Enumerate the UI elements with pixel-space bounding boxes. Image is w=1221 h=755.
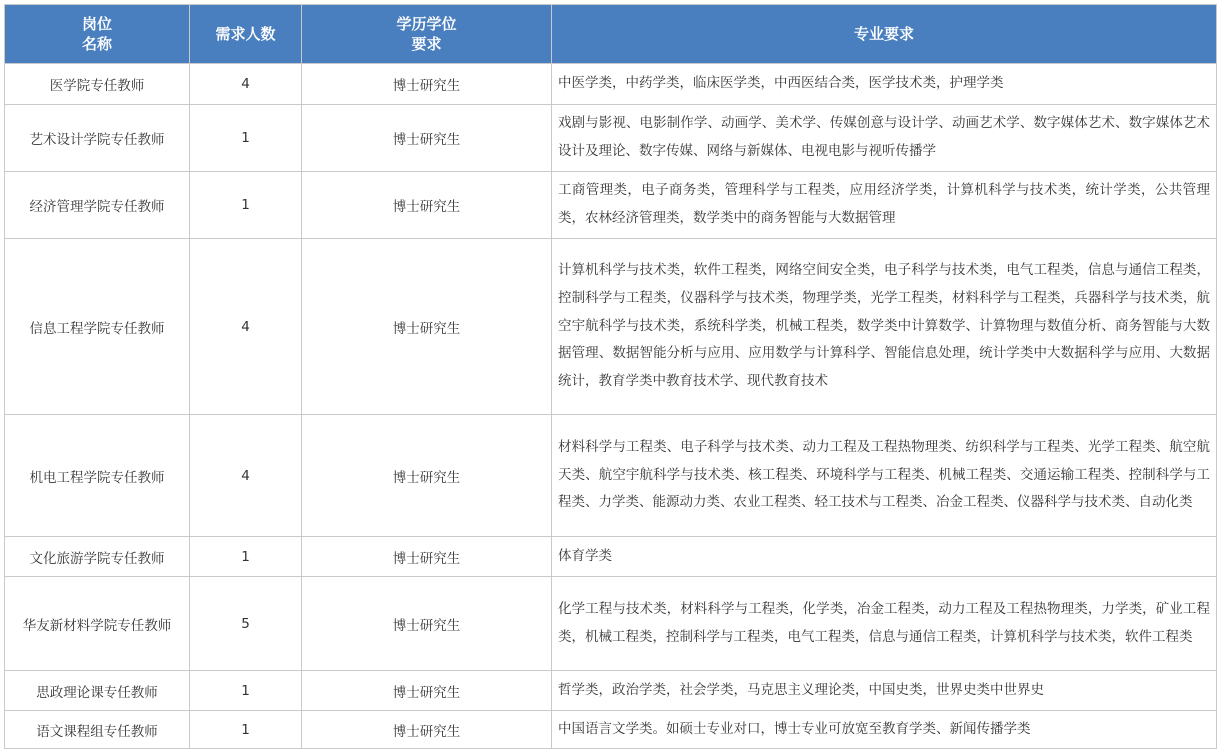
table-header-row [5,5,1217,64]
degree-cell: 博士研究生 [302,671,552,711]
count-cell: 1 [190,711,302,749]
position-cell: 信息工程学院专任教师 [5,239,190,415]
position-cell: 华友新材料学院专任教师 [5,577,190,671]
degree-cell: 博士研究生 [302,711,552,749]
count-cell: 4 [190,415,302,537]
major-cell: 体育学类 [552,537,1217,577]
degree-cell: 博士研究生 [302,577,552,671]
count-cell: 5 [190,577,302,671]
position-cell: 艺术设计学院专任教师 [5,105,190,172]
recruitment-table-container [4,4,1216,749]
major-cell: 戏剧与影视、电影制作学、动画学、美术学、传媒创意与设计学、动画艺术学、数字媒体艺术、数字媒体艺术设计及理论、数字传媒、网络与新媒体、电视电影与视听传播学 [552,105,1217,172]
position-cell: 文化旅游学院专任教师 [5,537,190,577]
major-cell: 工商管理类，电子商务类，管理科学与工程类，应用经济学类，计算机科学与技术类，统计学类，公共管理类，农林经济管理类，数学类中的商务智能与大数据管理 [552,172,1217,239]
position-cell: 机电工程学院专任教师 [5,415,190,537]
degree-cell: 博士研究生 [302,415,552,537]
table-row [5,64,1217,105]
degree-cell: 博士研究生 [302,537,552,577]
position-cell: 思政理论课专任教师 [5,671,190,711]
position-cell: 医学院专任教师 [5,64,190,105]
count-cell: 4 [190,239,302,415]
table-row [5,577,1217,671]
degree-cell: 博士研究生 [302,105,552,172]
header-count: 需求人数 [190,5,302,64]
table-row [5,105,1217,172]
degree-cell: 博士研究生 [302,64,552,105]
table-row [5,537,1217,577]
count-cell: 1 [190,537,302,577]
major-cell: 中国语言文学类。如硕士专业对口，博士专业可放宽至教育学类、新闻传播学类 [552,711,1217,749]
position-cell: 经济管理学院专任教师 [5,172,190,239]
major-cell: 哲学类，政治学类，社会学类，马克思主义理论类，中国史类，世界史类中世界史 [552,671,1217,711]
position-cell: 语文课程组专任教师 [5,711,190,749]
major-cell: 计算机科学与技术类，软件工程类，网络空间安全类，电子科学与技术类，电气工程类，信息与通信工程类，控制科学与工程类，仪器科学与技术类，物理学类，光学工程类，材料科学与工程类，兵器科学与技术类，航空宇航科学与技术类，系统科学类，机械工程类，数学类中计算数学、计算物理与数值分析、商务智能与大数据管理、数据智能分析与应用、应用数学与计算科学、智能信息处理，统计学类中大数据科学与应用、大数据统计，教育学类中教育技术学、现代教育技术 [552,239,1217,415]
major-cell: 化学工程与技术类，材料科学与工程类，化学类，冶金工程类，动力工程及工程热物理类，力学类，矿业工程类，机械工程类，控制科学与工程类，电气工程类，信息与通信工程类，计算机科学与技术类，软件工程类 [552,577,1217,671]
degree-cell: 博士研究生 [302,239,552,415]
table-row [5,239,1217,415]
header-position: 岗位 名称 [5,5,190,64]
table-row [5,711,1217,749]
count-cell: 1 [190,172,302,239]
table-row [5,415,1217,537]
recruitment-table [4,4,1217,749]
table-row [5,671,1217,711]
count-cell: 4 [190,64,302,105]
count-cell: 1 [190,671,302,711]
degree-cell: 博士研究生 [302,172,552,239]
table-row [5,172,1217,239]
major-cell: 材料科学与工程类、电子科学与技术类、动力工程及工程热物理类、纺织科学与工程类、光学工程类、航空航天类、航空宇航科学与技术类、核工程类、环境科学与工程类、机械工程类、交通运输工程类、控制科学与工程类、力学类、能源动力类、农业工程类、轻工技术与工程类、冶金工程类、仪器科学与技术类、自动化类 [552,415,1217,537]
major-cell: 中医学类，中药学类，临床医学类，中西医结合类，医学技术类，护理学类 [552,64,1217,105]
count-cell: 1 [190,105,302,172]
header-major: 专业要求 [552,5,1217,64]
header-degree: 学历学位 要求 [302,5,552,64]
